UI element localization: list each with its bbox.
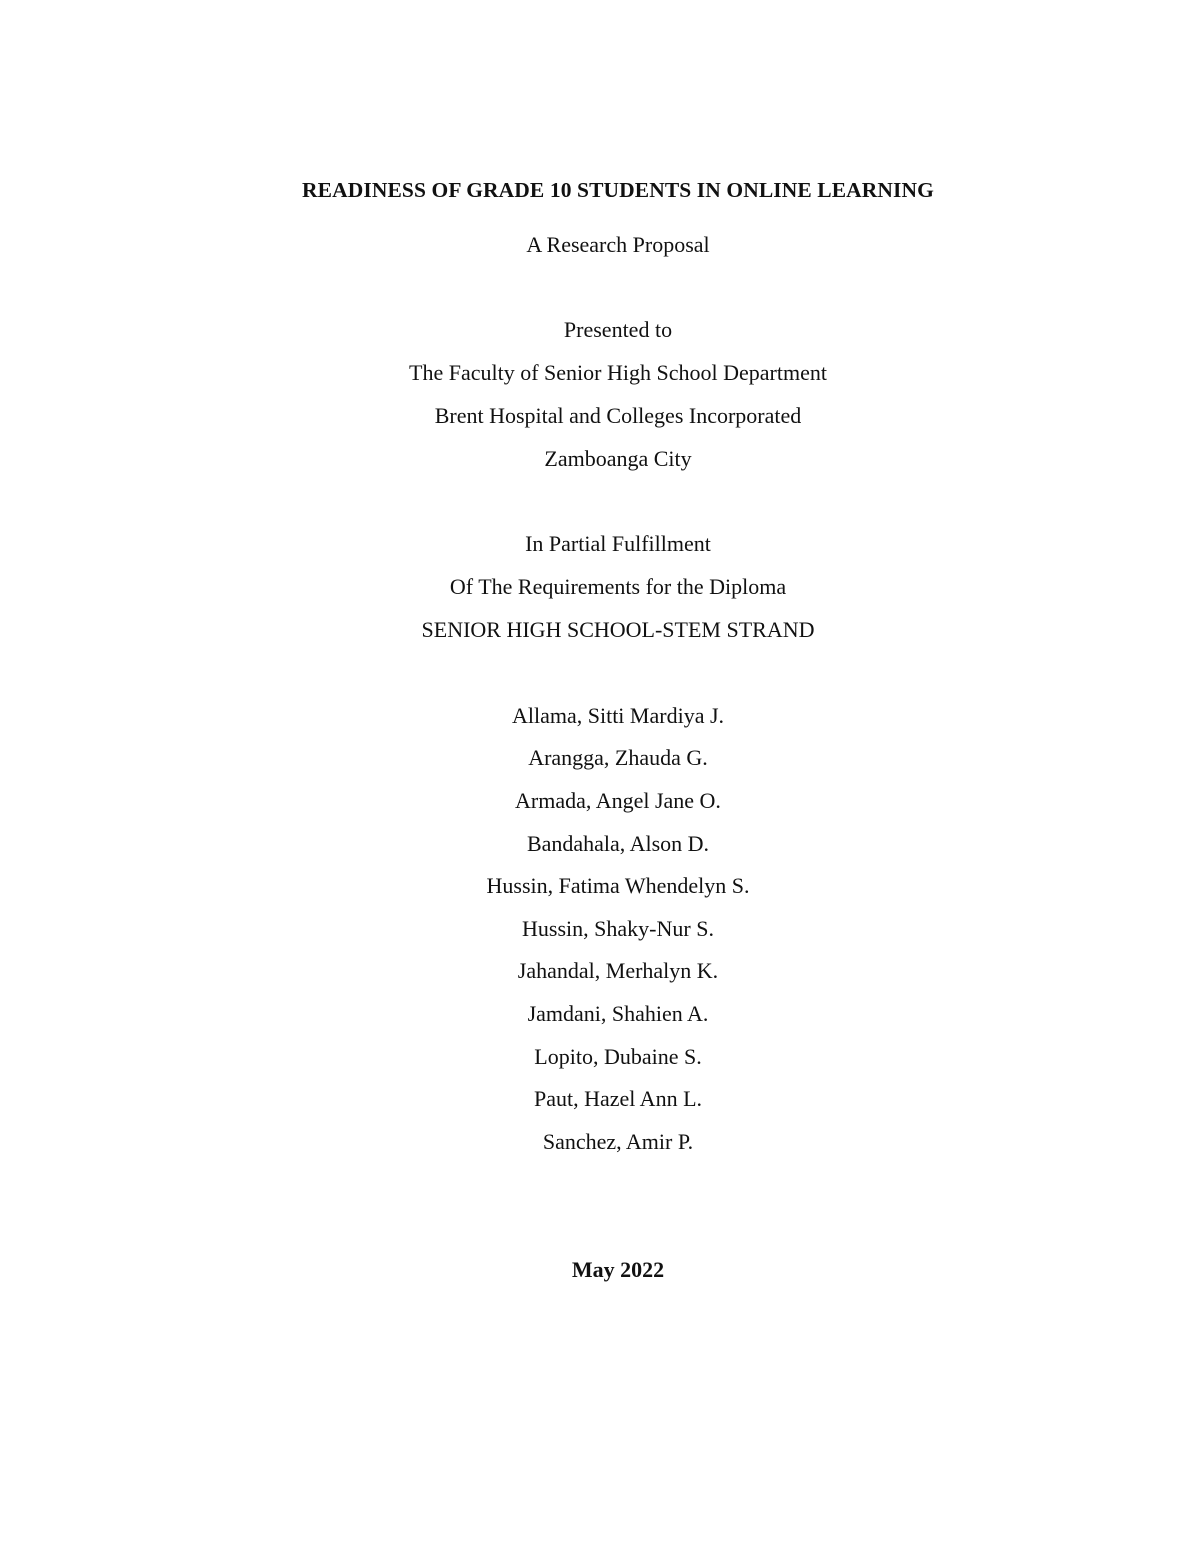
city-line: Zamboanga City bbox=[544, 446, 692, 471]
document-date: May 2022 bbox=[571, 1257, 665, 1282]
institution-line: Brent Hospital and Colleges Incorporated bbox=[434, 403, 802, 428]
author-name: Sanchez, Amir P. bbox=[542, 1129, 694, 1154]
author-name: Hussin, Fatima Whendelyn S. bbox=[486, 873, 750, 898]
fulfillment-line-2: Of The Requirements for the Diploma bbox=[449, 574, 787, 599]
author-name: Armada, Angel Jane O. bbox=[515, 788, 721, 813]
author-name: Lopito, Dubaine S. bbox=[534, 1044, 702, 1069]
faculty-line: The Faculty of Senior High School Department bbox=[409, 360, 827, 385]
presented-to-label: Presented to bbox=[563, 317, 673, 342]
document-title: READINESS OF GRADE 10 STUDENTS IN ONLINE LEARNING bbox=[302, 178, 934, 202]
author-name: Allama, Sitti Mardiya J. bbox=[511, 703, 725, 728]
author-name: Bandahala, Alson D. bbox=[526, 831, 710, 856]
fulfillment-line-3: SENIOR HIGH SCHOOL-STEM STRAND bbox=[421, 617, 815, 642]
author-name: Arangga, Zhauda G. bbox=[528, 745, 708, 770]
author-name: Jahandal, Merhalyn K. bbox=[517, 958, 719, 983]
fulfillment-line-1: In Partial Fulfillment bbox=[525, 531, 711, 556]
document-subtitle: A Research Proposal bbox=[526, 232, 710, 257]
author-name: Paut, Hazel Ann L. bbox=[533, 1086, 703, 1111]
author-name: Jamdani, Shahien A. bbox=[527, 1001, 709, 1026]
author-name: Hussin, Shaky-Nur S. bbox=[522, 916, 714, 941]
